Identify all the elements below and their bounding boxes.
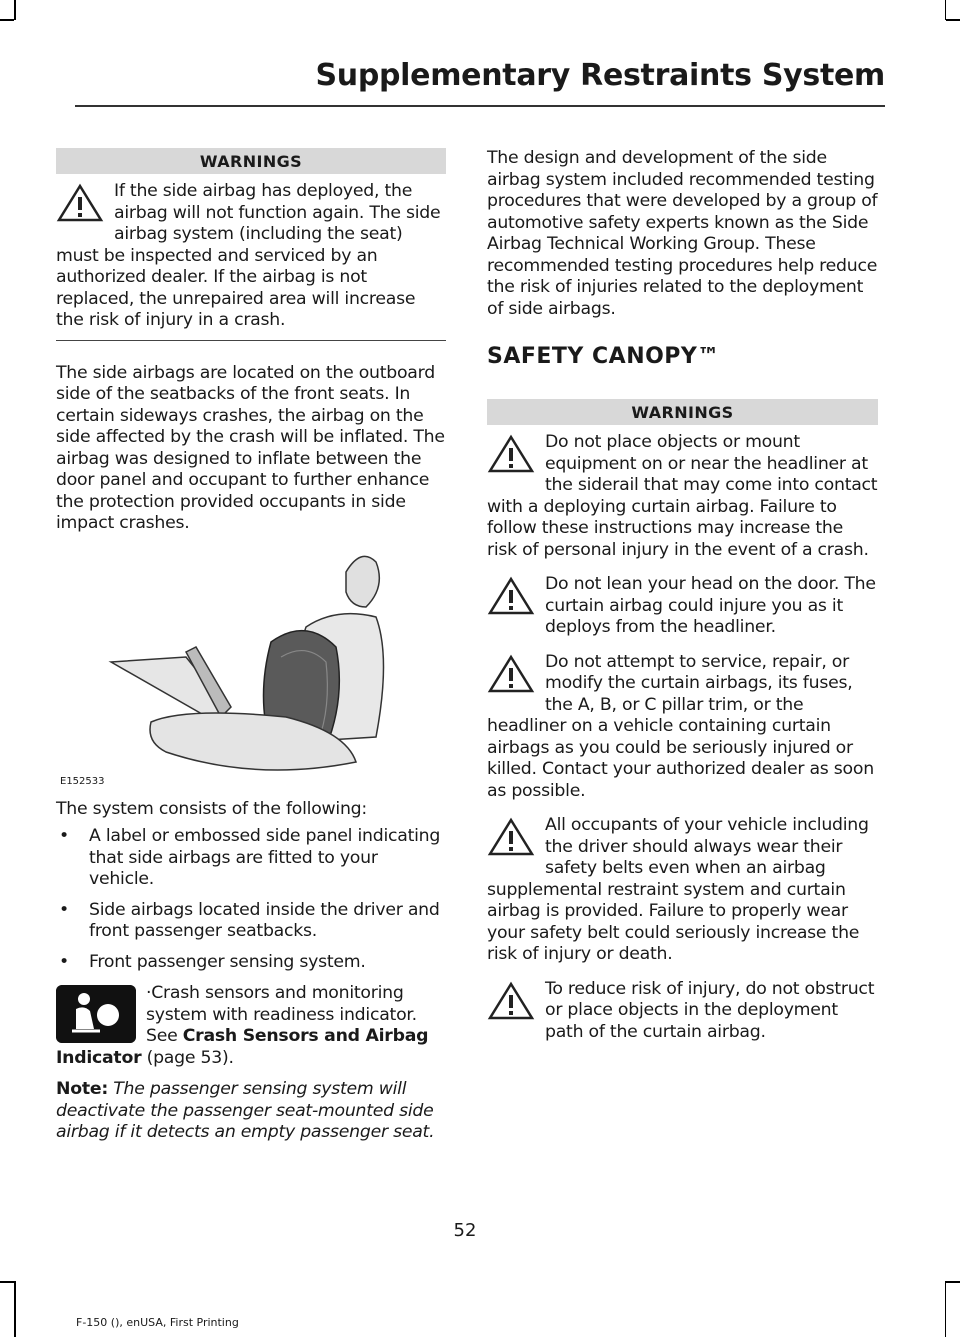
crop-mark bbox=[0, 1281, 14, 1283]
section-title: SAFETY CANOPY™ bbox=[487, 344, 720, 369]
list-item-text: Side airbags located inside the driver and front passenger seatbacks. bbox=[89, 899, 440, 941]
right-column bbox=[487, 148, 878, 1051]
crash-sensor-text: ·Crash sensors and monitoring system with readiness indicator. See bbox=[146, 983, 417, 1046]
warning-triangle-icon bbox=[487, 654, 535, 694]
warning-text: Do not attempt to service, repair, or modify the curtain airbags, its fuses, the A, B, or C pillar trim, or the headliner on a vehicle containing curtain airbags as you could be seriously injured or killed. Contact your authorized dealer as soon as possible. bbox=[487, 651, 874, 801]
page-title: Supplementary Restraints System bbox=[315, 58, 885, 93]
crop-mark bbox=[945, 1281, 947, 1337]
system-list bbox=[56, 826, 446, 973]
airbag-warning-icon bbox=[56, 985, 136, 1043]
left-column bbox=[56, 148, 446, 1144]
divider bbox=[56, 340, 446, 341]
seat-airbag-illustration bbox=[56, 547, 446, 787]
warning-triangle-icon bbox=[56, 183, 104, 223]
crop-mark bbox=[0, 19, 14, 21]
warning-triangle-icon bbox=[487, 434, 535, 474]
warning-text: All occupants of your vehicle including the driver should always wear their safety belts even when an airbag supplemental restraint system and curtain airbag is provided. Failure to properly wear your safety belt could seriously increase the risk of injury or death. bbox=[487, 815, 869, 964]
warnings-bar: WARNINGS bbox=[487, 399, 878, 425]
system-intro: The system consists of the following: bbox=[56, 798, 367, 819]
warning-triangle-icon bbox=[487, 817, 535, 857]
note bbox=[56, 1079, 446, 1144]
warning-block bbox=[487, 810, 878, 966]
design-paragraph: The design and development of the side airbag system included recommended testing procedures that were developed by a group of automotive safety experts known as the Side Airbag Technical Working Group. These recommended testing procedures help reduce the risk of injuries related to the deployment of side airbags. bbox=[487, 148, 878, 319]
crash-sensor-paragraph bbox=[56, 983, 446, 1069]
list-item bbox=[56, 826, 446, 891]
side-airbag-paragraph: The side airbags are located on the outboard side of the seatbacks of the front seats. In certain sideways crashes, the airbag on the side affected by the crash will be inflated. The airbag was designed to inflate between the door panel and occupant to further enhance the protection provided occupants in side impact crashes. bbox=[56, 362, 445, 533]
warning-text: If the side airbag has deployed, the airbag will not function again. The side airbag system (including the seat) must be inspected and serviced by an authorized dealer. If the airbag is not replaced, the unrepaired area will increase the risk of injury in a crash. bbox=[56, 181, 441, 330]
crop-mark bbox=[945, 0, 947, 20]
warning-block bbox=[487, 427, 878, 561]
list-item bbox=[56, 900, 446, 943]
warning-block bbox=[56, 176, 446, 332]
warning-block bbox=[487, 569, 878, 639]
list-item-text: Front passenger sensing system. bbox=[89, 951, 366, 972]
page-number: 52 bbox=[453, 1220, 477, 1241]
header-rule bbox=[75, 105, 885, 107]
cross-reference-link[interactable]: Crash Sensors and Airbag Indicator bbox=[56, 1026, 429, 1068]
figure-code: E152533 bbox=[60, 775, 105, 787]
note-label: Note: bbox=[56, 1079, 108, 1099]
warning-text: Do not place objects or mount equipment on or near the headliner at the siderail that may come into contact with a deploying curtain airbag. Failure to follow these instructions may increase the risk of personal injury in the event of a crash. bbox=[487, 432, 878, 560]
warning-block bbox=[487, 647, 878, 803]
warning-triangle-icon bbox=[487, 981, 535, 1021]
warning-list bbox=[487, 427, 878, 1043]
crop-mark bbox=[14, 0, 16, 20]
seat-airbag-drawing bbox=[56, 547, 446, 787]
bullet-mark: • bbox=[59, 951, 69, 972]
page-reference: (page 53). bbox=[141, 1047, 234, 1068]
warning-block bbox=[487, 974, 878, 1044]
warnings-bar: WARNINGS bbox=[56, 148, 446, 174]
warning-triangle-icon bbox=[487, 576, 535, 616]
list-item bbox=[56, 952, 446, 974]
warning-text: To reduce risk of injury, do not obstruct or place objects in the deployment path of the curtain airbag. bbox=[545, 978, 875, 1042]
footer-edition: F-150 (), enUSA, First Printing bbox=[76, 1316, 239, 1329]
bullet-mark: • bbox=[59, 899, 69, 920]
note-text: The passenger sensing system will deactivate the passenger seat-mounted side airbag if it detects an empty passenger seat. bbox=[56, 1079, 435, 1142]
bullet-mark: • bbox=[59, 826, 69, 846]
crop-mark bbox=[14, 1281, 16, 1337]
warning-text: Do not lean your head on the door. The curtain airbag could injure you as it deploys from the headliner. bbox=[545, 574, 876, 637]
crop-mark bbox=[946, 1281, 960, 1283]
crop-mark bbox=[946, 19, 960, 21]
list-item-text: A label or embossed side panel indicating that side airbags are fitted to your vehicle. bbox=[89, 826, 441, 889]
